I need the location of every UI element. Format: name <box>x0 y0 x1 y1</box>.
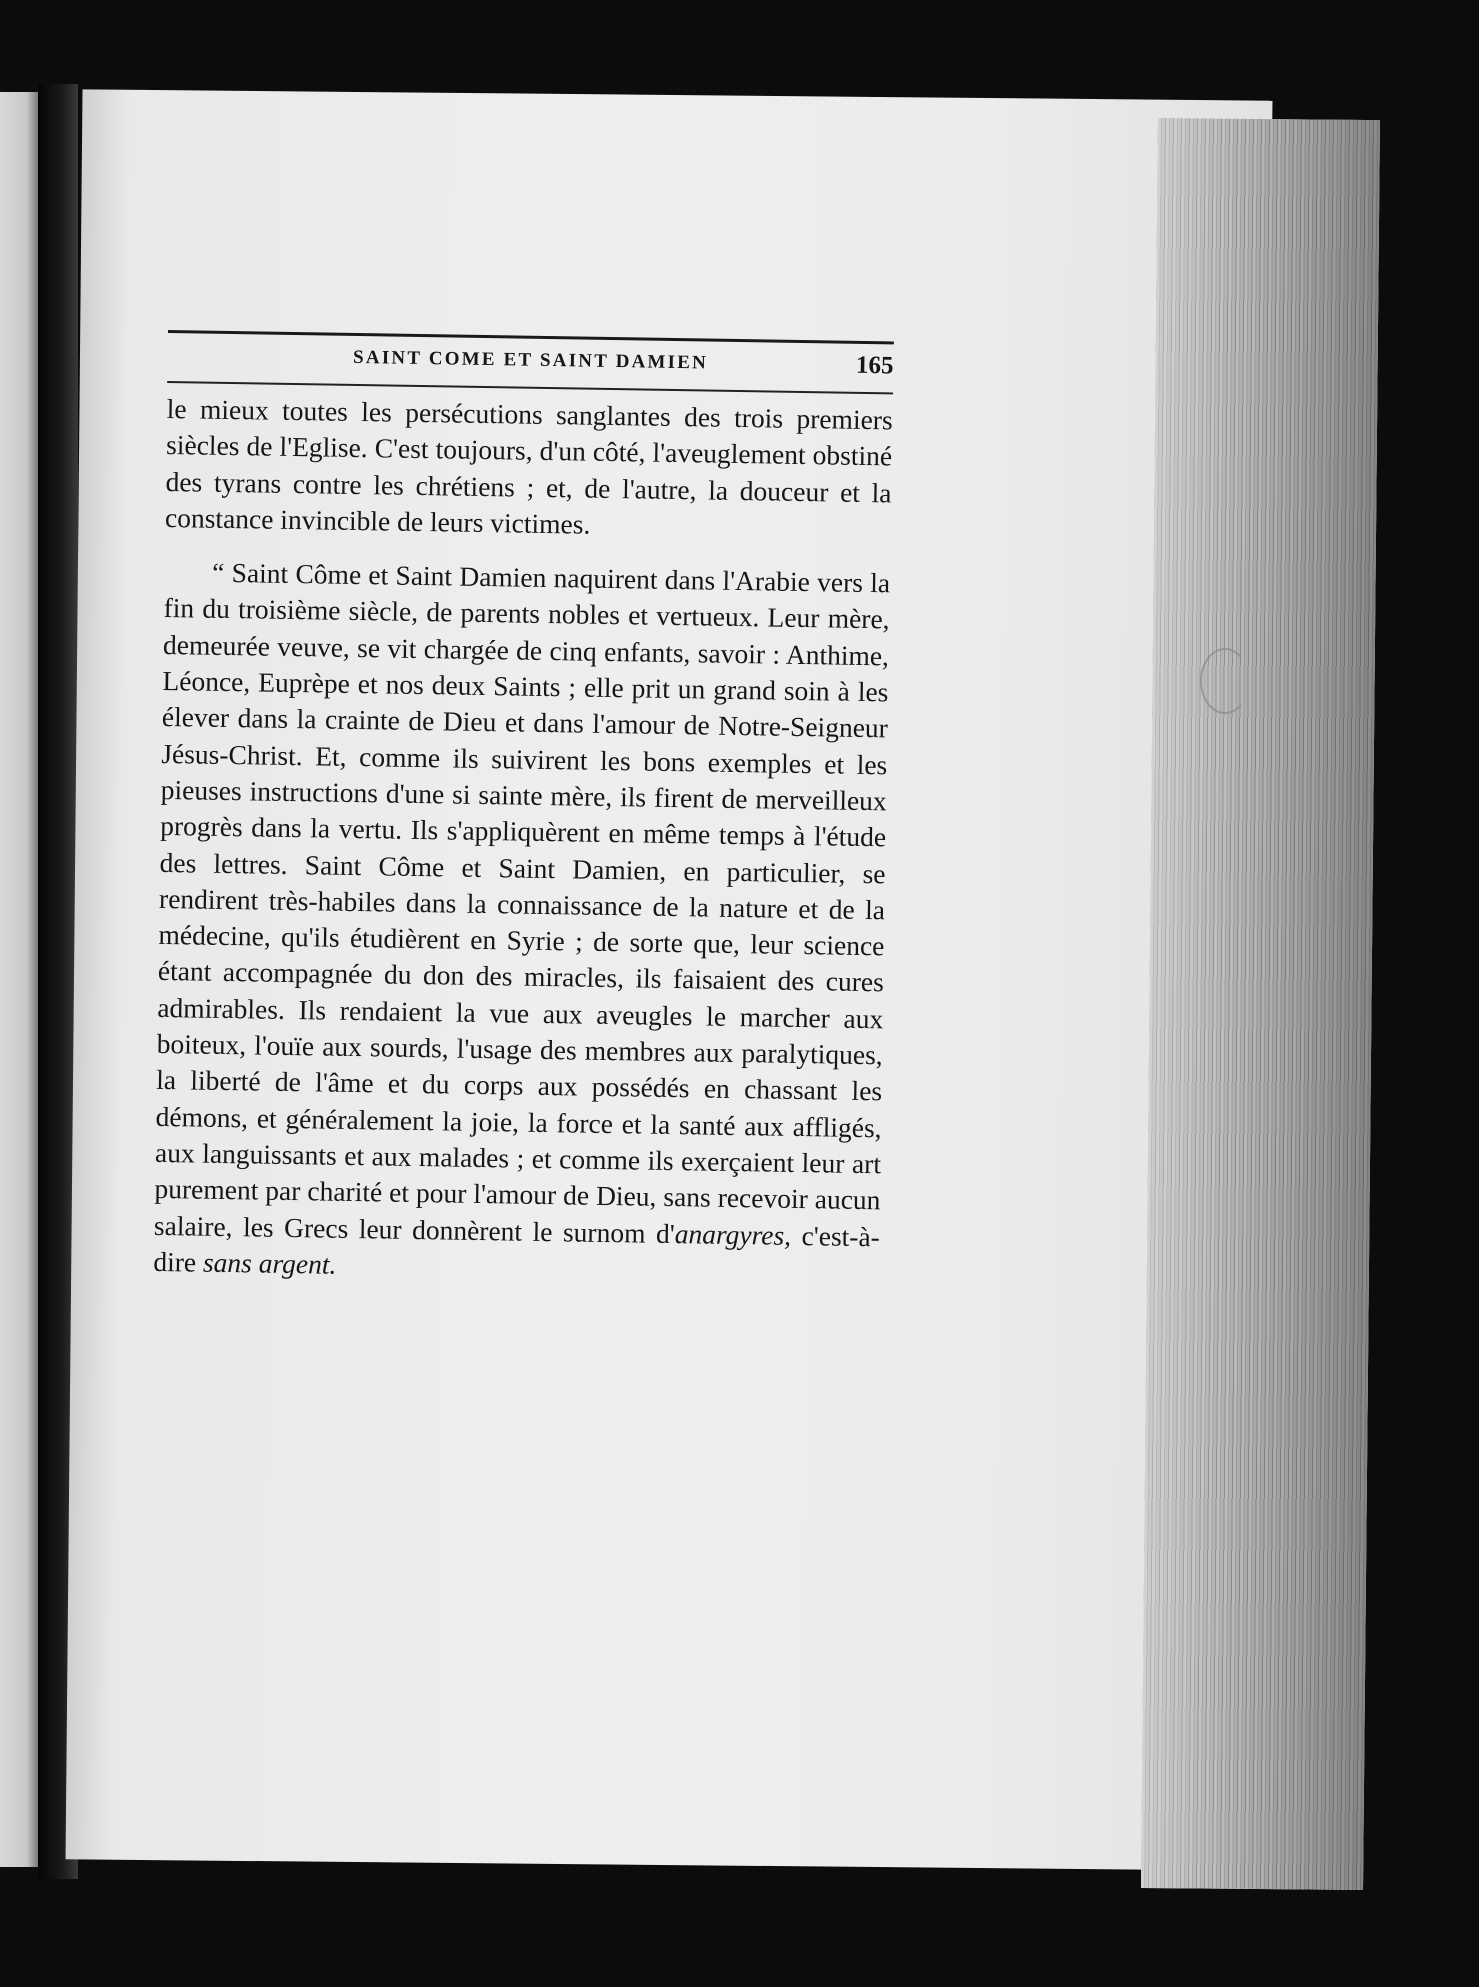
paragraph-2-connector: c'est-à-dire <box>153 1219 881 1278</box>
facing-page-edge <box>0 92 38 1867</box>
page-edge-stack <box>1141 118 1380 1890</box>
term-anargyres: anargyres, <box>674 1217 792 1251</box>
page-number: 165 <box>855 351 894 380</box>
running-title: SAINT COME ET SAINT DAMIEN <box>352 346 709 374</box>
binding-mark <box>1200 648 1250 714</box>
paragraph-2 <box>153 554 890 1291</box>
paragraph-1: le mieux toutes les persécutions sanglantes des trois premiers siècles de l'Eglise. C'est toujours, d'un côté, l'aveuglement obstiné des tyrans contre les chrétiens ; et, de l'autre, la douceur et la constance invincible de leurs victimes. <box>164 392 893 540</box>
page-text-block <box>153 330 894 1291</box>
term-sans-argent: sans argent. <box>202 1246 337 1280</box>
paragraph-2-text: “ Saint Côme et Saint Damien naquirent dans l'Arabie vers la fin du troisième siècle, de parents nobles et vertueux. Leur mère, demeurée veuve, se vit chargée de cinq enfants, savoir : Anthime, Léonce, Euprèpe et nos deux Saints ; elle prit un grand soin à les élever dans la crainte de Dieu et dans l'amour de Notre-Seigneur Jésus-Christ. Et, comme ils suivirent les bons exemples et les pieuses instructions d'une si sainte mère, ils firent de merveilleux progrès dans la vertu. Ils s'appliquèrent en même temps à l'étude des lettres. Saint Côme et Saint Damien, en particulier, se rendirent très-habiles dans la connaissance de la nature et de la médecine, qu'ils étudièrent en Syrie ; de sorte que, leur science étant accompagnée du don des miracles, ils faisaient des cures admirables. Ils rendaient la vue aux aveugles le marcher aux boiteux, l'ouïe aux sourds, l'usage des membres aux paralytiques, la liberté de l'âme et du corps aux possédés en chassant les démons, et généralement la joie, la force et la santé aux affligés, aux languissants et aux malades ; et comme ils exerçaient leur art purement par charité et pour l'amour de Dieu, sans recevoir aucun salaire, les Grecs leur donnèrent le surnom d' <box>153 556 891 1249</box>
